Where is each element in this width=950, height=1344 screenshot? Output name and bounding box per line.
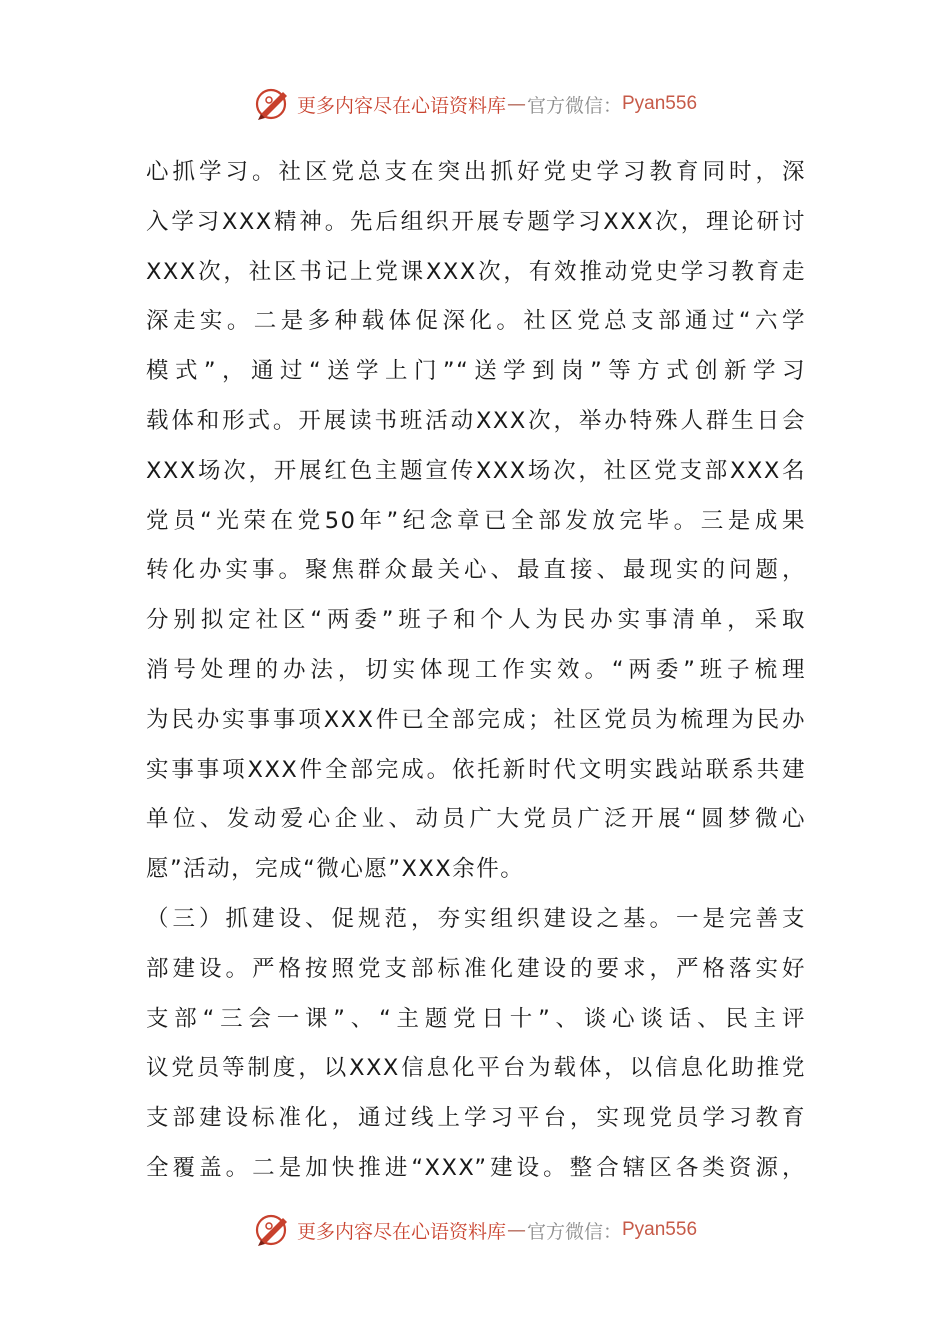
pen-logo-icon (253, 86, 293, 122)
document-body (146, 148, 806, 1194)
body-line: 入学习XXX精神。先后组织开展专题学习XXX次，理论研讨 (146, 208, 806, 235)
watermark-dash: — (506, 1219, 526, 1241)
watermark-wechat-id: Pyan556 (622, 1219, 698, 1240)
body-line: 支部“三会一课”、“主题党日十”、谈心谈话、民主评 (146, 1005, 806, 1032)
body-line: 消号处理的办法，切实体现工作实效。“两委”班子梳理 (146, 656, 806, 683)
body-line: 单位、发动爱心企业、动员广大党员广泛开展“圆梦微心 (146, 806, 806, 833)
pen-logo-icon (253, 1212, 293, 1248)
watermark-middle: 官方微信： (526, 94, 622, 117)
body-line: 深走实。二是多种载体促深化。社区党总支部通过“六学 (146, 308, 806, 335)
footer-watermark (0, 1210, 950, 1250)
watermark-dash: — (506, 93, 526, 115)
body-line: 模式”，通过“送学上门”“送学到岗”等方式创新学习 (146, 358, 806, 385)
body-line: 部建设。严格按照党支部标准化建设的要求，严格落实好 (146, 955, 806, 982)
watermark-wechat-id: Pyan556 (622, 93, 698, 114)
body-line: XXX场次，开展红色主题宣传XXX场次，社区党支部XXX名 (146, 457, 806, 484)
watermark-prefix: 更多内容尽在心语资料库 (296, 1220, 506, 1243)
body-line: 载体和形式。开展读书班活动XXX次，举办特殊人群生日会 (146, 407, 806, 434)
body-line: 实事事项XXX件全部完成。依托新时代文明实践站联系共建 (146, 756, 806, 783)
body-line: 为民办实事事项XXX件已全部完成；社区党员为梳理为民办 (146, 706, 806, 733)
body-line: 愿”活动，完成“微心愿”XXX余件。 (146, 856, 525, 883)
body-line: 党员“光荣在党50年”纪念章已全部发放完毕。三是成果 (146, 507, 806, 534)
body-line: 议党员等制度，以XXX信息化平台为载体，以信息化助推党 (146, 1055, 806, 1082)
body-line: 分别拟定社区“两委”班子和个人为民办实事清单，采取 (146, 607, 806, 634)
body-line: 转化办实事。聚焦群众最关心、最直接、最现实的问题， (146, 557, 806, 584)
body-line: 全覆盖。二是加快推进“XXX”建设。整合辖区各类资源， (146, 1154, 806, 1181)
watermark-prefix: 更多内容尽在心语资料库 (296, 94, 506, 117)
body-line: XXX次，社区书记上党课XXX次，有效推动党史学习教育走 (146, 258, 806, 285)
body-line: 心抓学习。社区党总支在突出抓好党史学习教育同时，深 (146, 159, 806, 185)
section-heading-line: （三）抓建设、促规范，夯实组织建设之基。一是完善支 (146, 905, 806, 932)
watermark-middle: 官方微信： (526, 1220, 622, 1243)
header-watermark (0, 84, 950, 124)
body-line: 支部建设标准化，通过线上学习平台，实现党员学习教育 (146, 1105, 806, 1132)
